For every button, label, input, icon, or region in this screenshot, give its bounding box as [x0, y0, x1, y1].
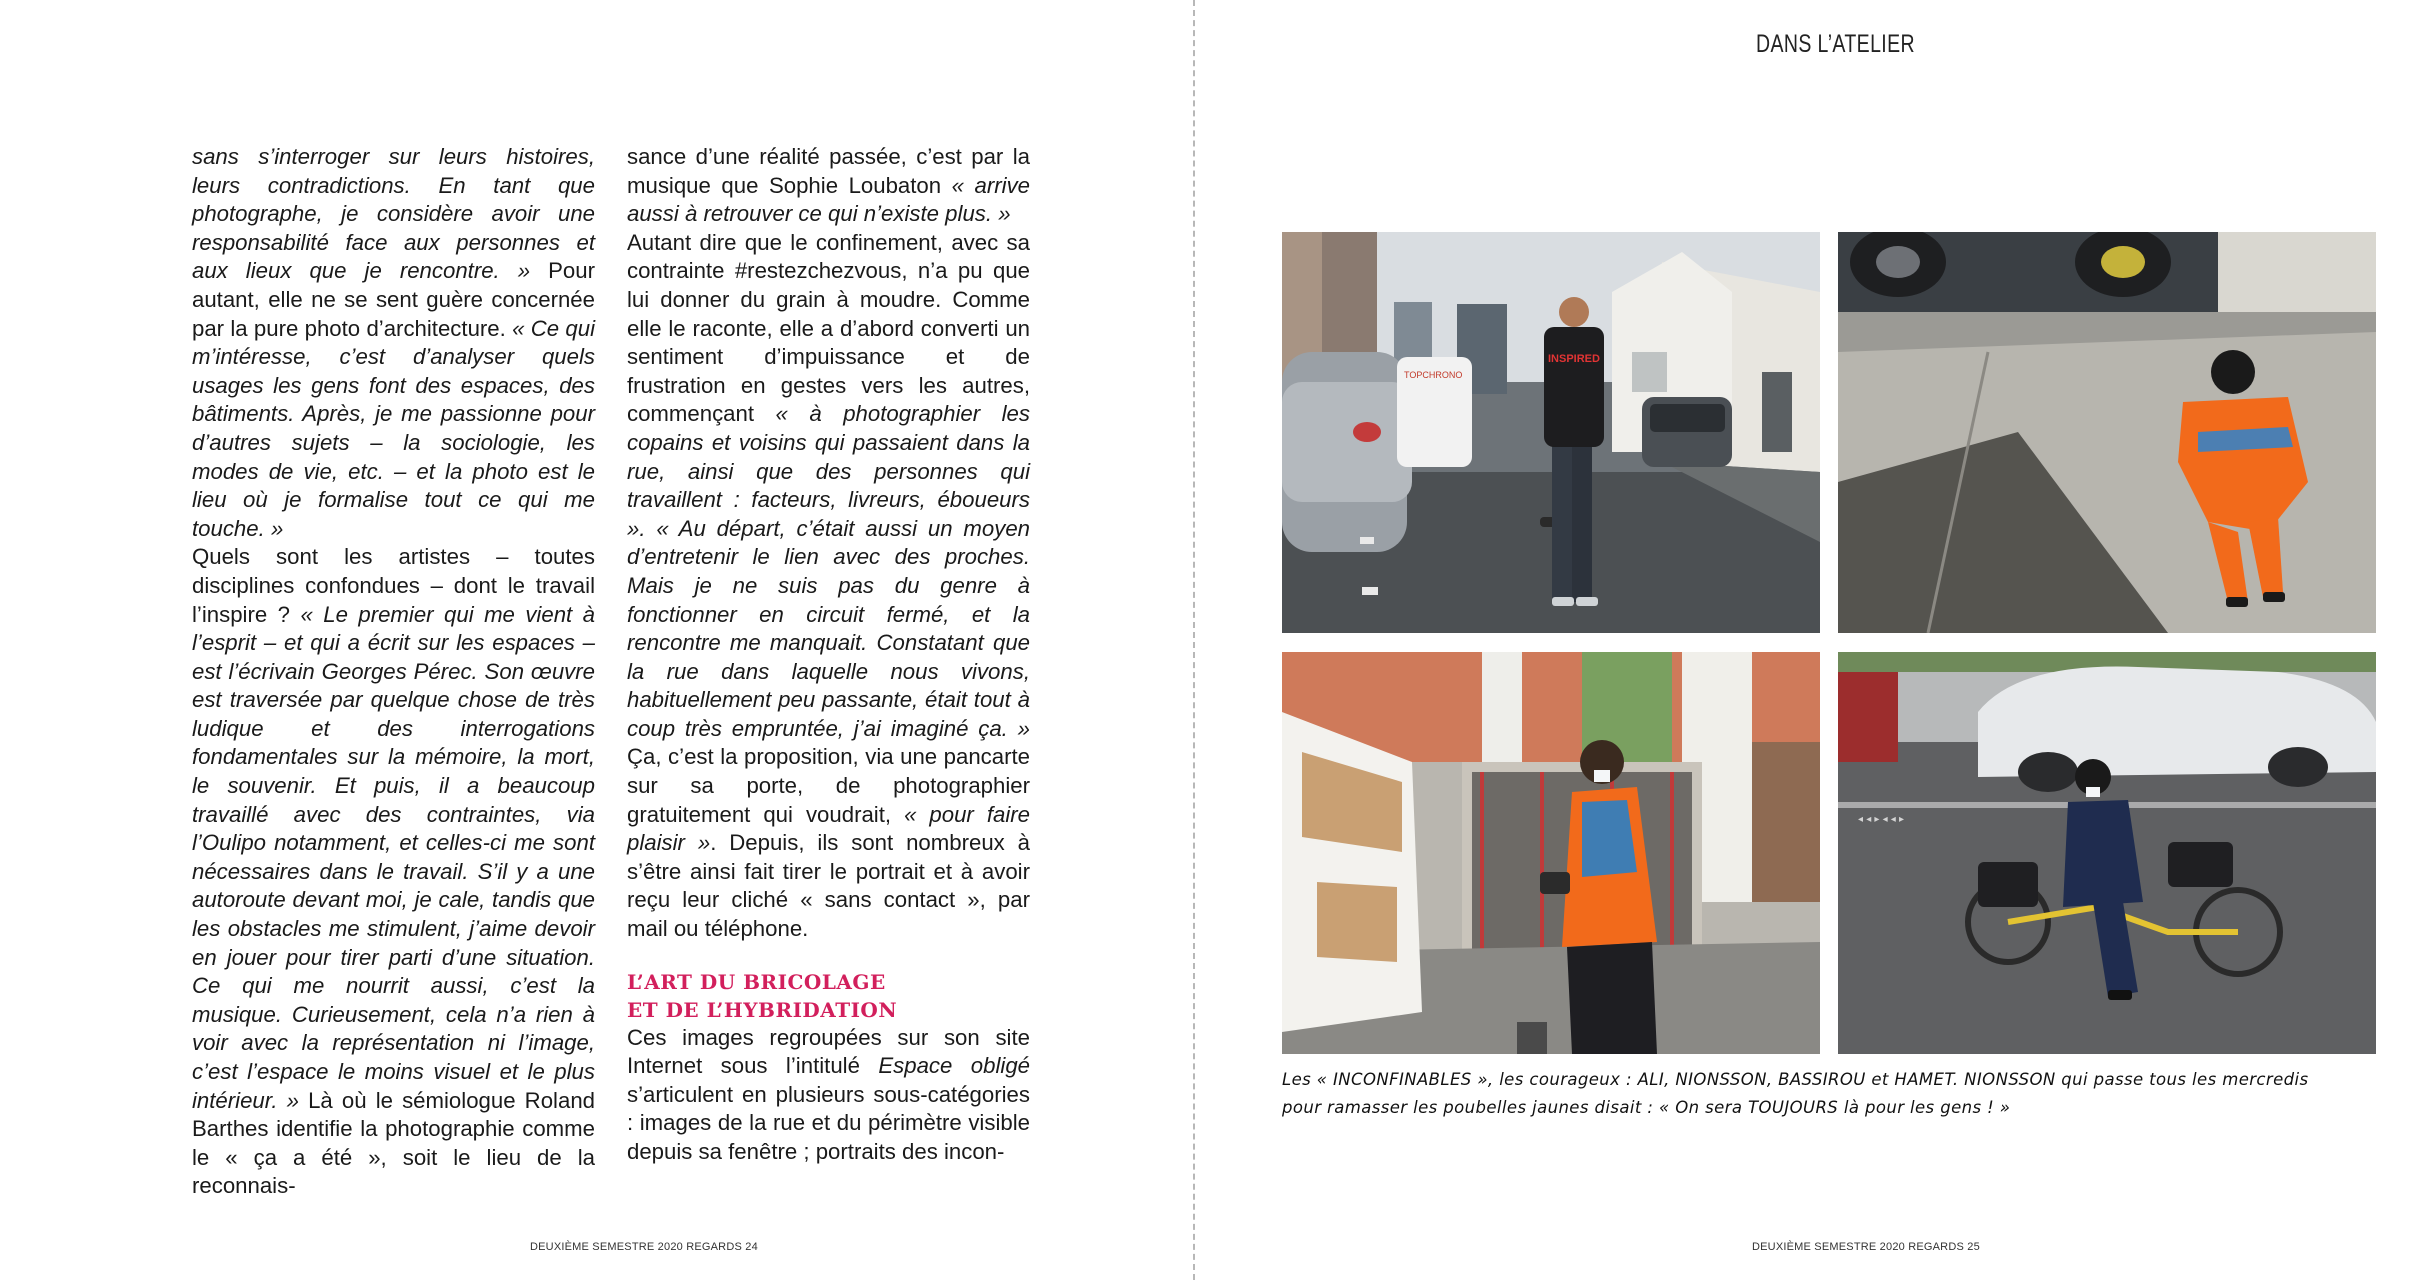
paragraph: [627, 143, 1030, 229]
caption-line: Les « INCONFINABLES », les courageux : ALI, NIONSSON, BASSIROU et HAMET. NIONSSON qui passe tous les mercredis: [1282, 1070, 2309, 1089]
body-text: s’articulent en plusieurs sous-catégories : images de la rue et du périmètre visible depuis sa fenêtre ; portraits des incon-: [627, 1081, 1030, 1164]
quote-text: « arrive aussi à retrouver ce qui n’existe plus. »: [627, 172, 1031, 227]
caption-line: pour ramasser les poubelles jaunes disait : « On sera TOUJOURS là pour les gens ! »: [1282, 1098, 2011, 1117]
photo-delivery-man-van: [1282, 652, 1820, 1054]
quote-text: « Ce qui m’intéresse, c’est d’analyser quels usages les gens font des espaces, des bâtiments. Après, je me passionne pour d’autres sujets – la sociologie, les modes de vie, etc. – et la photo est le lieu où je formalise tout ce qui me touche. »: [192, 315, 595, 541]
page-folio: DEUXIÈME SEMESTRE 2020 REGARDS 24: [530, 1241, 758, 1253]
shirt-label: INSPIRED: [1548, 353, 1600, 365]
body-text: Autant dire que le confinement, avec sa contrainte #restezchezvous, n’a pu que lui donner du grain à moudre. Comme elle le raconte, elle a d’abord converti un sentiment d’impuissance et de frustration en gestes vers les autres, commençant: [627, 229, 1030, 427]
van-label: TOPCHRONO: [1404, 370, 1463, 380]
page-gutter-divider: [1193, 0, 1195, 1280]
section-label: DANS L’ATELIER: [1756, 30, 1915, 58]
page-folio: DEUXIÈME SEMESTRE 2020 REGARDS 25: [1752, 1241, 1980, 1253]
body-text: Là où le sémiologue Roland Barthes identifie la photographie comme le « ça a été », soit le lieu de la reconnais-: [192, 1087, 595, 1199]
photo-man-in-street: [1282, 232, 1820, 633]
title-italic: Espace obligé: [878, 1053, 1030, 1079]
quote-text: « pour faire plaisir »: [627, 801, 1030, 856]
body-text: sance d’une réalité passée, c’est par la musique que Sophie Loubaton: [627, 144, 1030, 198]
text-column-2: [627, 143, 1030, 1167]
paragraph: [192, 543, 595, 1201]
text-column-1: [192, 143, 595, 1201]
body-text: Ça, c’est la proposition, via une pancarte sur sa porte, de photographier gratuitement qui voudrait,: [627, 744, 1030, 827]
left-page: [0, 0, 1192, 1280]
paragraph: [627, 229, 1030, 944]
quote-text: « à photographier les copains et voisins qui passaient dans la rue, ainsi que des personnes qui travaillent : facteurs, livreurs, éboueurs ». « Au départ, c’était aussi un moyen d’entretenir le lien avec des proches. Mais je ne suis pas du genre à fonctionner en circuit fermé, et la rencontre me manquait. Constatant que la rue dans laquelle nous vivons, habituellement peu passante, était tout à coup très empruntée, j’ai imaginé ça. »: [627, 401, 1030, 741]
svg-text:◂ ◂ ▸ ◂ ◂ ▸: ◂ ◂ ▸ ◂ ◂ ▸: [1858, 814, 1905, 825]
paragraph: [192, 143, 595, 543]
right-page: [1196, 0, 2432, 1280]
quote-text: « Le premier qui me vient à l’esprit – et qui a écrit sur les espaces – est l’écrivain Georges Pérec. Son œuvre est traversée par quelque chose de très ludique et des interrogations fondamentales sur la mémoire, la mort, le souvenir. Et puis, il a beaucoup travaillé avec des contraintes, via l’Oulipo notamment, et celles-ci me sont nécessaires dans le travail. S’il y a une autoroute devant moi, je cale, tandis que les obstacles me stimulent, j’aime devoir en jouer pour tirer parti d’une situation. Ce qui me nourrit aussi, c’est la musique. Curieusement, cela n’a rien à voir avec la représentation ni l’image, c’est l’espace le moins visuel et le plus intérieur. »: [192, 601, 595, 1113]
photo-caption: [1282, 1066, 2394, 1122]
photo-postman-bike: [1838, 652, 2376, 1054]
body-text: Pour autant, elle ne se sent guère concernée par la pure photo d’architecture.: [192, 258, 595, 341]
body-text: Ces images regroupées sur son site Internet sous l’intitulé: [627, 1024, 1030, 1079]
heading-line: L’ART DU BRICOLAGE: [627, 969, 886, 994]
paragraph: [627, 1024, 1030, 1167]
photo-worker-from-above: [1838, 232, 2376, 633]
body-text: Quels sont les artistes – toutes disciplines confondues – dont le travail l’inspire ?: [192, 544, 595, 627]
heading-line: ET DE L’HYBRIDATION: [627, 997, 898, 1022]
section-heading: [627, 968, 1030, 1024]
quote-text: sans s’interroger sur leurs histoires, leurs contradictions. En tant que photographe, je considère avoir une responsabilité face aux personnes et aux lieux que je rencontre. »: [192, 144, 595, 284]
body-text: . Depuis, ils sont nombreux à s’être ainsi fait tirer le portrait et à avoir reçu leur cliché « sans contact », par mail ou téléphone.: [627, 830, 1030, 942]
